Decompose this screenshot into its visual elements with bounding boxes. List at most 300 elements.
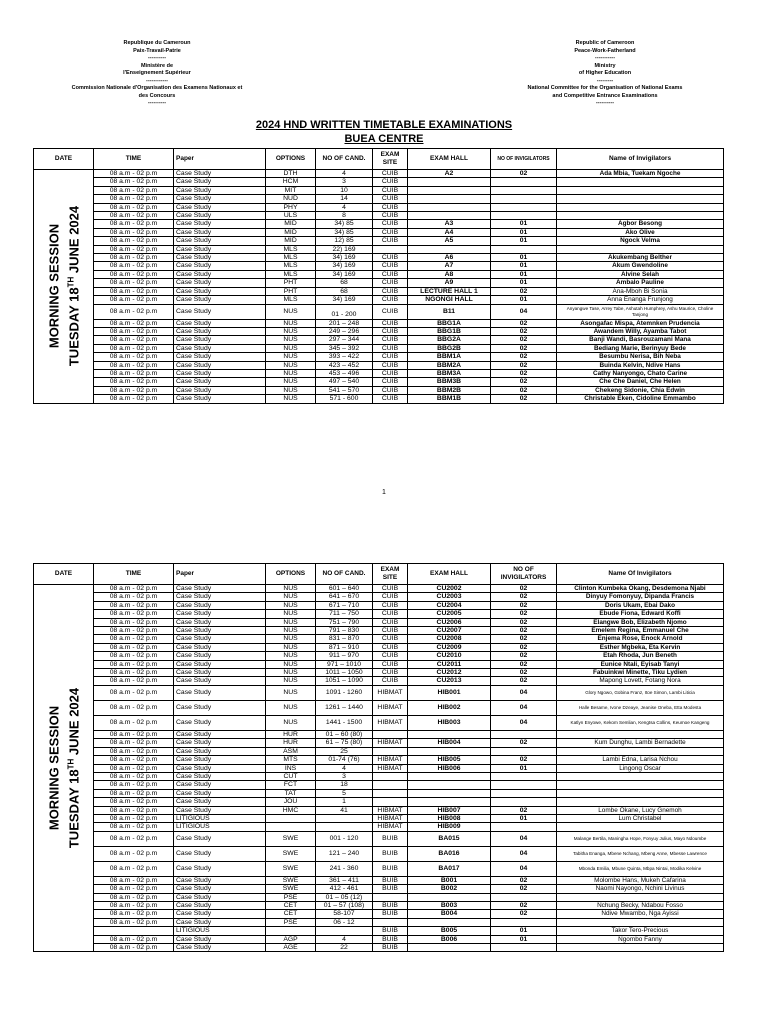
options-cell: NUS bbox=[266, 610, 316, 618]
hall-cell: BBM1A bbox=[408, 353, 491, 361]
paper-cell: Case Study bbox=[174, 601, 266, 609]
options-cell: NUS bbox=[266, 669, 316, 677]
table-row bbox=[34, 237, 724, 245]
candidates-cell: 1091 - 1260 bbox=[316, 685, 373, 700]
invigilator-names-cell: Mbonda Emilia, Mbune Quinta, Mbpa Nintai, Modika Kelvine bbox=[557, 861, 724, 876]
invigilator-names-cell: Fabuinkwi Minette, Tiku Lydien bbox=[557, 669, 724, 677]
hall-cell: A7 bbox=[408, 262, 491, 270]
hall-cell: BBG1B bbox=[408, 327, 491, 335]
options-cell: MLS bbox=[266, 296, 316, 304]
paper-cell: Case Study bbox=[174, 756, 266, 764]
hall-cell: HIB003 bbox=[408, 715, 491, 730]
candidates-cell: 18 bbox=[316, 781, 373, 789]
time-cell: 08 a.m - 02 p.m bbox=[94, 361, 174, 369]
invigilator-names-cell: Emelem Regina, Emmanuel Che bbox=[557, 627, 724, 635]
paper-cell: Case Study bbox=[174, 228, 266, 236]
site-cell: CUIB bbox=[373, 304, 408, 319]
hall-cell: BBM1B bbox=[408, 395, 491, 403]
hall-cell: B004 bbox=[408, 910, 491, 918]
invigilator-count-cell: 04 bbox=[491, 861, 557, 876]
time-cell: 08 a.m - 02 p.m bbox=[94, 178, 174, 186]
hall-cell bbox=[408, 212, 491, 220]
paper-cell: Case Study bbox=[174, 730, 266, 738]
col-invigilator-names: Name Of Invigilators bbox=[557, 564, 724, 585]
invigilator-names-cell: Nchung Becky, Ndabou Fosso bbox=[557, 901, 724, 909]
candidates-cell: 571 - 600 bbox=[316, 395, 373, 403]
site-cell: BUIB bbox=[373, 885, 408, 893]
time-cell: 08 a.m - 02 p.m bbox=[94, 601, 174, 609]
options-cell: NUS bbox=[266, 635, 316, 643]
invigilator-names-cell: Halle Besame, Ivone Dzeaye, Jeanise Oneba, Etta Modesta bbox=[557, 700, 724, 715]
invigilator-count-cell: 02 bbox=[491, 635, 557, 643]
hall-cell bbox=[408, 186, 491, 194]
header-line: of Higher Education bbox=[578, 70, 632, 76]
invigilator-count-cell: 02 bbox=[491, 327, 557, 335]
invigilator-count-cell: 02 bbox=[491, 601, 557, 609]
table-row bbox=[34, 186, 724, 194]
invigilator-names-cell: Agbor Besong bbox=[557, 220, 724, 228]
candidates-cell: 4 bbox=[316, 935, 373, 943]
invigilator-count-cell: 02 bbox=[491, 378, 557, 386]
table-row bbox=[34, 610, 724, 618]
invigilator-count-cell bbox=[491, 772, 557, 780]
paper-cell: Case Study bbox=[174, 831, 266, 846]
site-cell: BUIB bbox=[373, 927, 408, 935]
site-cell: CUIB bbox=[373, 203, 408, 211]
site-cell: CUIB bbox=[373, 669, 408, 677]
site-cell: BUIB bbox=[373, 876, 408, 884]
candidates-cell: 4 bbox=[316, 764, 373, 772]
invigilator-count-cell bbox=[491, 730, 557, 738]
invigilator-count-cell bbox=[491, 944, 557, 952]
paper-cell: Case Study bbox=[174, 395, 266, 403]
hall-cell: HIB009 bbox=[408, 823, 491, 831]
paper-cell: Case Study bbox=[174, 245, 266, 253]
site-cell: CUIB bbox=[373, 635, 408, 643]
hall-cell: A6 bbox=[408, 254, 491, 262]
options-cell: PSE bbox=[266, 893, 316, 901]
options-cell: DTH bbox=[266, 170, 316, 178]
table-row bbox=[34, 861, 724, 876]
invigilator-count-cell: 04 bbox=[491, 715, 557, 730]
invigilator-count-cell: 02 bbox=[491, 669, 557, 677]
table-row bbox=[34, 910, 724, 918]
invigilator-names-cell: Molombe Hans, Mukeh Cafarina bbox=[557, 876, 724, 884]
table-row bbox=[34, 203, 724, 211]
candidates-cell: 34) 85 bbox=[316, 228, 373, 236]
invigilator-count-cell bbox=[491, 823, 557, 831]
time-cell: 08 a.m - 02 p.m bbox=[94, 245, 174, 253]
invigilator-names-cell: Akukembang Belther bbox=[557, 254, 724, 262]
invigilator-names-cell: Enjema Rose, Enock Arnold bbox=[557, 635, 724, 643]
paper-cell: Case Study bbox=[174, 789, 266, 797]
time-cell: 08 a.m - 02 p.m bbox=[94, 885, 174, 893]
invigilator-count-cell: 04 bbox=[491, 831, 557, 846]
hall-cell bbox=[408, 798, 491, 806]
hall-cell: CU2013 bbox=[408, 677, 491, 685]
hall-cell: B002 bbox=[408, 885, 491, 893]
site-cell: CUIB bbox=[373, 254, 408, 262]
options-cell: FCT bbox=[266, 781, 316, 789]
options-cell: CET bbox=[266, 901, 316, 909]
table-row bbox=[34, 395, 724, 403]
header-line: l'Enseignement Supérieur bbox=[123, 70, 191, 76]
paper-cell: Case Study bbox=[174, 772, 266, 780]
site-cell: CUIB bbox=[373, 319, 408, 327]
table-row bbox=[34, 336, 724, 344]
hall-cell: BBM2B bbox=[408, 386, 491, 394]
table-row bbox=[34, 353, 724, 361]
header-line: Ministry bbox=[594, 62, 616, 69]
time-cell: 08 a.m - 02 p.m bbox=[94, 643, 174, 651]
paper-cell: Case Study bbox=[174, 585, 266, 593]
paper-cell: Case Study bbox=[174, 279, 266, 287]
invigilator-names-cell: Bediang Marie, Berinyuy Bede bbox=[557, 344, 724, 352]
paper-cell: Case Study bbox=[174, 254, 266, 262]
time-cell: 08 a.m - 02 p.m bbox=[94, 652, 174, 660]
hall-cell: CU2002 bbox=[408, 585, 491, 593]
table-row bbox=[34, 593, 724, 601]
time-cell: 08 a.m - 02 p.m bbox=[94, 935, 174, 943]
time-cell: 08 a.m - 02 p.m bbox=[94, 806, 174, 814]
time-cell: 08 a.m - 02 p.m bbox=[94, 186, 174, 194]
paper-cell: Case Study bbox=[174, 361, 266, 369]
hall-cell: BBM3B bbox=[408, 378, 491, 386]
table-row bbox=[34, 170, 724, 178]
table-row bbox=[34, 747, 724, 755]
invigilator-names-cell bbox=[557, 730, 724, 738]
table-row bbox=[34, 585, 724, 593]
time-cell: 08 a.m - 02 p.m bbox=[94, 270, 174, 278]
paper-cell: Case Study bbox=[174, 781, 266, 789]
options-cell: NUS bbox=[266, 304, 316, 319]
paper-cell: Case Study bbox=[174, 660, 266, 668]
invigilator-names-cell bbox=[557, 781, 724, 789]
candidates-cell: 01 – 05 (12) bbox=[316, 893, 373, 901]
invigilator-count-cell: 02 bbox=[491, 652, 557, 660]
invigilator-count-cell: 02 bbox=[491, 287, 557, 295]
table-row bbox=[34, 876, 724, 884]
col-candidates: NO OF CAND. bbox=[316, 564, 373, 585]
col-exam-site: EXAM SITE bbox=[373, 564, 408, 585]
paper-cell: Case Study bbox=[174, 935, 266, 943]
candidates-cell: 791 – 830 bbox=[316, 627, 373, 635]
col-options: OPTIONS bbox=[266, 149, 316, 170]
paper-cell: Case Study bbox=[174, 203, 266, 211]
options-cell: NUS bbox=[266, 715, 316, 730]
time-cell: 08 a.m - 02 p.m bbox=[94, 585, 174, 593]
candidates-cell: 34) 169 bbox=[316, 296, 373, 304]
site-cell: CUIB bbox=[373, 618, 408, 626]
site-cell: CUIB bbox=[373, 212, 408, 220]
invigilator-names-cell: Lum Christabel bbox=[557, 814, 724, 822]
options-cell: SWE bbox=[266, 861, 316, 876]
hall-cell: BA015 bbox=[408, 831, 491, 846]
candidates-cell: 361 – 411 bbox=[316, 876, 373, 884]
table-row bbox=[34, 296, 724, 304]
paper-cell: Case Study bbox=[174, 669, 266, 677]
candidates-cell: 423 – 452 bbox=[316, 361, 373, 369]
table-row bbox=[34, 262, 724, 270]
table-row bbox=[34, 685, 724, 700]
site-cell: CUIB bbox=[373, 610, 408, 618]
paper-cell: LITIGIOUS bbox=[174, 814, 266, 822]
invigilator-names-cell: Dinyuy Fomonyuy, Dipanda Francis bbox=[557, 593, 724, 601]
table-row bbox=[34, 756, 724, 764]
site-cell: CUIB bbox=[373, 585, 408, 593]
invigilator-count-cell: 01 bbox=[491, 814, 557, 822]
invigilator-names-cell bbox=[557, 944, 724, 952]
site-cell: CUIB bbox=[373, 279, 408, 287]
candidates-cell: 01-74 (76) bbox=[316, 756, 373, 764]
invigilator-names-cell bbox=[557, 823, 724, 831]
header-line: Peace-Work-Fatherland bbox=[574, 47, 636, 54]
invigilator-count-cell bbox=[491, 212, 557, 220]
site-cell: CUIB bbox=[373, 601, 408, 609]
options-cell: CUT bbox=[266, 772, 316, 780]
candidates-cell: 241 - 360 bbox=[316, 861, 373, 876]
invigilator-count-cell bbox=[491, 893, 557, 901]
table-row bbox=[34, 715, 724, 730]
site-cell: CUIB bbox=[373, 296, 408, 304]
options-cell: MTS bbox=[266, 756, 316, 764]
table-row bbox=[34, 652, 724, 660]
time-cell: 08 a.m - 02 p.m bbox=[94, 344, 174, 352]
candidates-cell: 497 – 540 bbox=[316, 378, 373, 386]
candidates-cell: 601 – 640 bbox=[316, 585, 373, 593]
hall-cell: CU2004 bbox=[408, 601, 491, 609]
invigilator-count-cell: 02 bbox=[491, 756, 557, 764]
candidates-cell: 412 - 461 bbox=[316, 885, 373, 893]
candidates-cell: 911 – 970 bbox=[316, 652, 373, 660]
time-cell: 08 a.m - 02 p.m bbox=[94, 715, 174, 730]
invigilator-count-cell: 02 bbox=[491, 336, 557, 344]
candidates-cell: 01 - 200 bbox=[316, 304, 373, 319]
site-cell: CUIB bbox=[373, 336, 408, 344]
col-exam-site: EXAM SITE bbox=[373, 149, 408, 170]
site-cell: BUIB bbox=[373, 846, 408, 861]
invigilator-names-cell bbox=[557, 789, 724, 797]
invigilator-count-cell: 01 bbox=[491, 262, 557, 270]
table-row bbox=[34, 228, 724, 236]
invigilator-count-cell: 01 bbox=[491, 237, 557, 245]
invigilator-count-cell: 02 bbox=[491, 618, 557, 626]
paper-cell: Case Study bbox=[174, 700, 266, 715]
invigilator-names-cell bbox=[557, 195, 724, 203]
invigilator-count-cell: 02 bbox=[491, 386, 557, 394]
options-cell: MID bbox=[266, 228, 316, 236]
options-cell: PSE bbox=[266, 918, 316, 926]
document-title: 2024 HND WRITTEN TIMETABLE EXAMINATIONS bbox=[255, 119, 513, 131]
table-row bbox=[34, 918, 724, 926]
hall-cell: B006 bbox=[408, 935, 491, 943]
invigilator-names-cell: Tabitha Enanga, Mbene Nchang, Mbeng Anne, Mbesse Lawrence bbox=[557, 846, 724, 861]
paper-cell: Case Study bbox=[174, 270, 266, 278]
options-cell: MLS bbox=[266, 245, 316, 253]
paper-cell: Case Study bbox=[174, 170, 266, 178]
paper-cell: Case Study bbox=[174, 635, 266, 643]
hall-cell bbox=[408, 893, 491, 901]
paper-cell: Case Study bbox=[174, 627, 266, 635]
invigilator-names-cell: Asongafac Mispa, Atemnken Prudencia bbox=[557, 319, 724, 327]
options-cell: PHY bbox=[266, 203, 316, 211]
candidates-cell: 5 bbox=[316, 789, 373, 797]
invigilator-names-cell bbox=[557, 203, 724, 211]
options-cell: NUS bbox=[266, 327, 316, 335]
table-row bbox=[34, 772, 724, 780]
site-cell: CUIB bbox=[373, 369, 408, 377]
hall-cell: CU2003 bbox=[408, 593, 491, 601]
table-row bbox=[34, 660, 724, 668]
time-cell: 08 a.m - 02 p.m bbox=[94, 237, 174, 245]
paper-cell: Case Study bbox=[174, 327, 266, 335]
invigilator-names-cell: Cathy Nanyongo, Chato Carine bbox=[557, 369, 724, 377]
header-line: Republic of Cameroon bbox=[575, 40, 635, 46]
invigilator-count-cell: 02 bbox=[491, 319, 557, 327]
candidates-cell: 453 – 496 bbox=[316, 369, 373, 377]
invigilator-count-cell bbox=[491, 245, 557, 253]
invigilator-count-cell bbox=[491, 203, 557, 211]
paper-cell: Case Study bbox=[174, 186, 266, 194]
invigilator-names-cell: Besumbu Nerisa, Bih Neba bbox=[557, 353, 724, 361]
time-cell: 08 a.m - 02 p.m bbox=[94, 677, 174, 685]
table-row bbox=[34, 635, 724, 643]
table-row bbox=[34, 739, 724, 747]
options-cell: SWE bbox=[266, 885, 316, 893]
col-date: DATE bbox=[34, 564, 94, 585]
time-cell: 08 a.m - 02 p.m bbox=[94, 262, 174, 270]
table-row bbox=[34, 781, 724, 789]
table-row bbox=[34, 319, 724, 327]
site-cell: CUIB bbox=[373, 593, 408, 601]
time-cell: 08 a.m - 02 p.m bbox=[94, 327, 174, 335]
hall-cell bbox=[408, 789, 491, 797]
table-row bbox=[34, 245, 724, 253]
table-row bbox=[34, 789, 724, 797]
hall-cell bbox=[408, 203, 491, 211]
table-row bbox=[34, 831, 724, 846]
candidates-cell bbox=[316, 823, 373, 831]
invigilator-count-cell bbox=[491, 789, 557, 797]
time-cell: 08 a.m - 02 p.m bbox=[94, 910, 174, 918]
options-cell: MID bbox=[266, 220, 316, 228]
site-cell: HIBMAT bbox=[373, 823, 408, 831]
hall-cell: HIB001 bbox=[408, 685, 491, 700]
invigilator-count-cell: 02 bbox=[491, 395, 557, 403]
time-cell: 08 a.m - 02 p.m bbox=[94, 220, 174, 228]
candidates-cell: 831 – 870 bbox=[316, 635, 373, 643]
candidates-cell bbox=[316, 927, 373, 935]
invigilator-names-cell: Etah Rhoda, Jun Beneth bbox=[557, 652, 724, 660]
site-cell: HIBMAT bbox=[373, 700, 408, 715]
table-row bbox=[34, 764, 724, 772]
time-cell: 08 a.m - 02 p.m bbox=[94, 730, 174, 738]
candidates-cell: 06 - 12 bbox=[316, 918, 373, 926]
time-cell: 08 a.m - 02 p.m bbox=[94, 212, 174, 220]
options-cell: ULS bbox=[266, 212, 316, 220]
paper-cell: Case Study bbox=[174, 901, 266, 909]
table-row bbox=[34, 627, 724, 635]
time-cell: 08 a.m - 02 p.m bbox=[94, 228, 174, 236]
candidates-cell: 971 – 1010 bbox=[316, 660, 373, 668]
paper-cell: Case Study bbox=[174, 677, 266, 685]
table-row bbox=[34, 730, 724, 738]
site-cell: CUIB bbox=[373, 220, 408, 228]
time-cell: 08 a.m - 02 p.m bbox=[94, 789, 174, 797]
candidates-cell: 541 – 570 bbox=[316, 386, 373, 394]
invigilator-count-cell: 02 bbox=[491, 353, 557, 361]
paper-cell: Case Study bbox=[174, 195, 266, 203]
time-cell: 08 a.m - 02 p.m bbox=[94, 861, 174, 876]
hall-cell bbox=[408, 772, 491, 780]
site-cell: CUIB bbox=[373, 395, 408, 403]
paper-cell: Case Study bbox=[174, 885, 266, 893]
invigilator-names-cell bbox=[557, 186, 724, 194]
invigilator-count-cell: 02 bbox=[491, 593, 557, 601]
hall-cell: HIB002 bbox=[408, 700, 491, 715]
hall-cell: BA016 bbox=[408, 846, 491, 861]
table-row bbox=[34, 178, 724, 186]
options-cell: NUS bbox=[266, 700, 316, 715]
options-cell: HMC bbox=[266, 806, 316, 814]
hall-cell: CU2010 bbox=[408, 652, 491, 660]
options-cell: MLS bbox=[266, 262, 316, 270]
candidates-cell: 001 - 120 bbox=[316, 831, 373, 846]
table-row bbox=[34, 378, 724, 386]
table-row bbox=[34, 254, 724, 262]
hall-cell: BBM2A bbox=[408, 361, 491, 369]
candidates-cell: 34) 169 bbox=[316, 254, 373, 262]
site-cell: CUIB bbox=[373, 178, 408, 186]
time-cell: 08 a.m - 02 p.m bbox=[94, 378, 174, 386]
session-date: TUESDAY 18TH JUNE 2024 bbox=[65, 206, 82, 367]
site-cell: CUIB bbox=[373, 643, 408, 651]
hall-cell bbox=[408, 944, 491, 952]
paper-cell: Case Study bbox=[174, 353, 266, 361]
invigilator-names-cell: Anyangwe Tase, Arrey Tabe, Ashutah Humphrey, Ashu Maurice, Choline Tanjong bbox=[557, 304, 724, 319]
site-cell: CUIB bbox=[373, 344, 408, 352]
candidates-cell: 249 – 296 bbox=[316, 327, 373, 335]
time-cell: 08 a.m - 02 p.m bbox=[94, 685, 174, 700]
session-name: MORNING SESSION bbox=[45, 706, 61, 831]
hall-cell: BA017 bbox=[408, 861, 491, 876]
options-cell: HUR bbox=[266, 739, 316, 747]
candidates-cell: 751 – 790 bbox=[316, 618, 373, 626]
candidates-cell: 345 – 392 bbox=[316, 344, 373, 352]
invigilator-names-cell bbox=[557, 918, 724, 926]
site-cell bbox=[373, 781, 408, 789]
header-line: ------------ bbox=[146, 77, 168, 84]
time-cell: 08 a.m - 02 p.m bbox=[94, 660, 174, 668]
header-line: ---------- bbox=[147, 55, 167, 61]
invigilator-count-cell: 01 bbox=[491, 270, 557, 278]
site-cell bbox=[373, 918, 408, 926]
hall-cell: A8 bbox=[408, 270, 491, 278]
candidates-cell: 34) 85 bbox=[316, 220, 373, 228]
invigilator-count-cell: 01 bbox=[491, 254, 557, 262]
paper-cell: Case Study bbox=[174, 739, 266, 747]
col-invigilator-names: Name of Invigilators bbox=[557, 149, 724, 170]
site-cell: CUIB bbox=[373, 353, 408, 361]
candidates-cell: 1011 – 1050 bbox=[316, 669, 373, 677]
table-row bbox=[34, 885, 724, 893]
time-cell: 08 a.m - 02 p.m bbox=[94, 254, 174, 262]
invigilator-names-cell: Buinda Kelvin, Ndive Hans bbox=[557, 361, 724, 369]
invigilator-names-cell: Christable Eken, Cidoline Emmambo bbox=[557, 395, 724, 403]
time-cell: 08 a.m - 02 p.m bbox=[94, 747, 174, 755]
paper-cell: Case Study bbox=[174, 344, 266, 352]
options-cell: NUS bbox=[266, 369, 316, 377]
